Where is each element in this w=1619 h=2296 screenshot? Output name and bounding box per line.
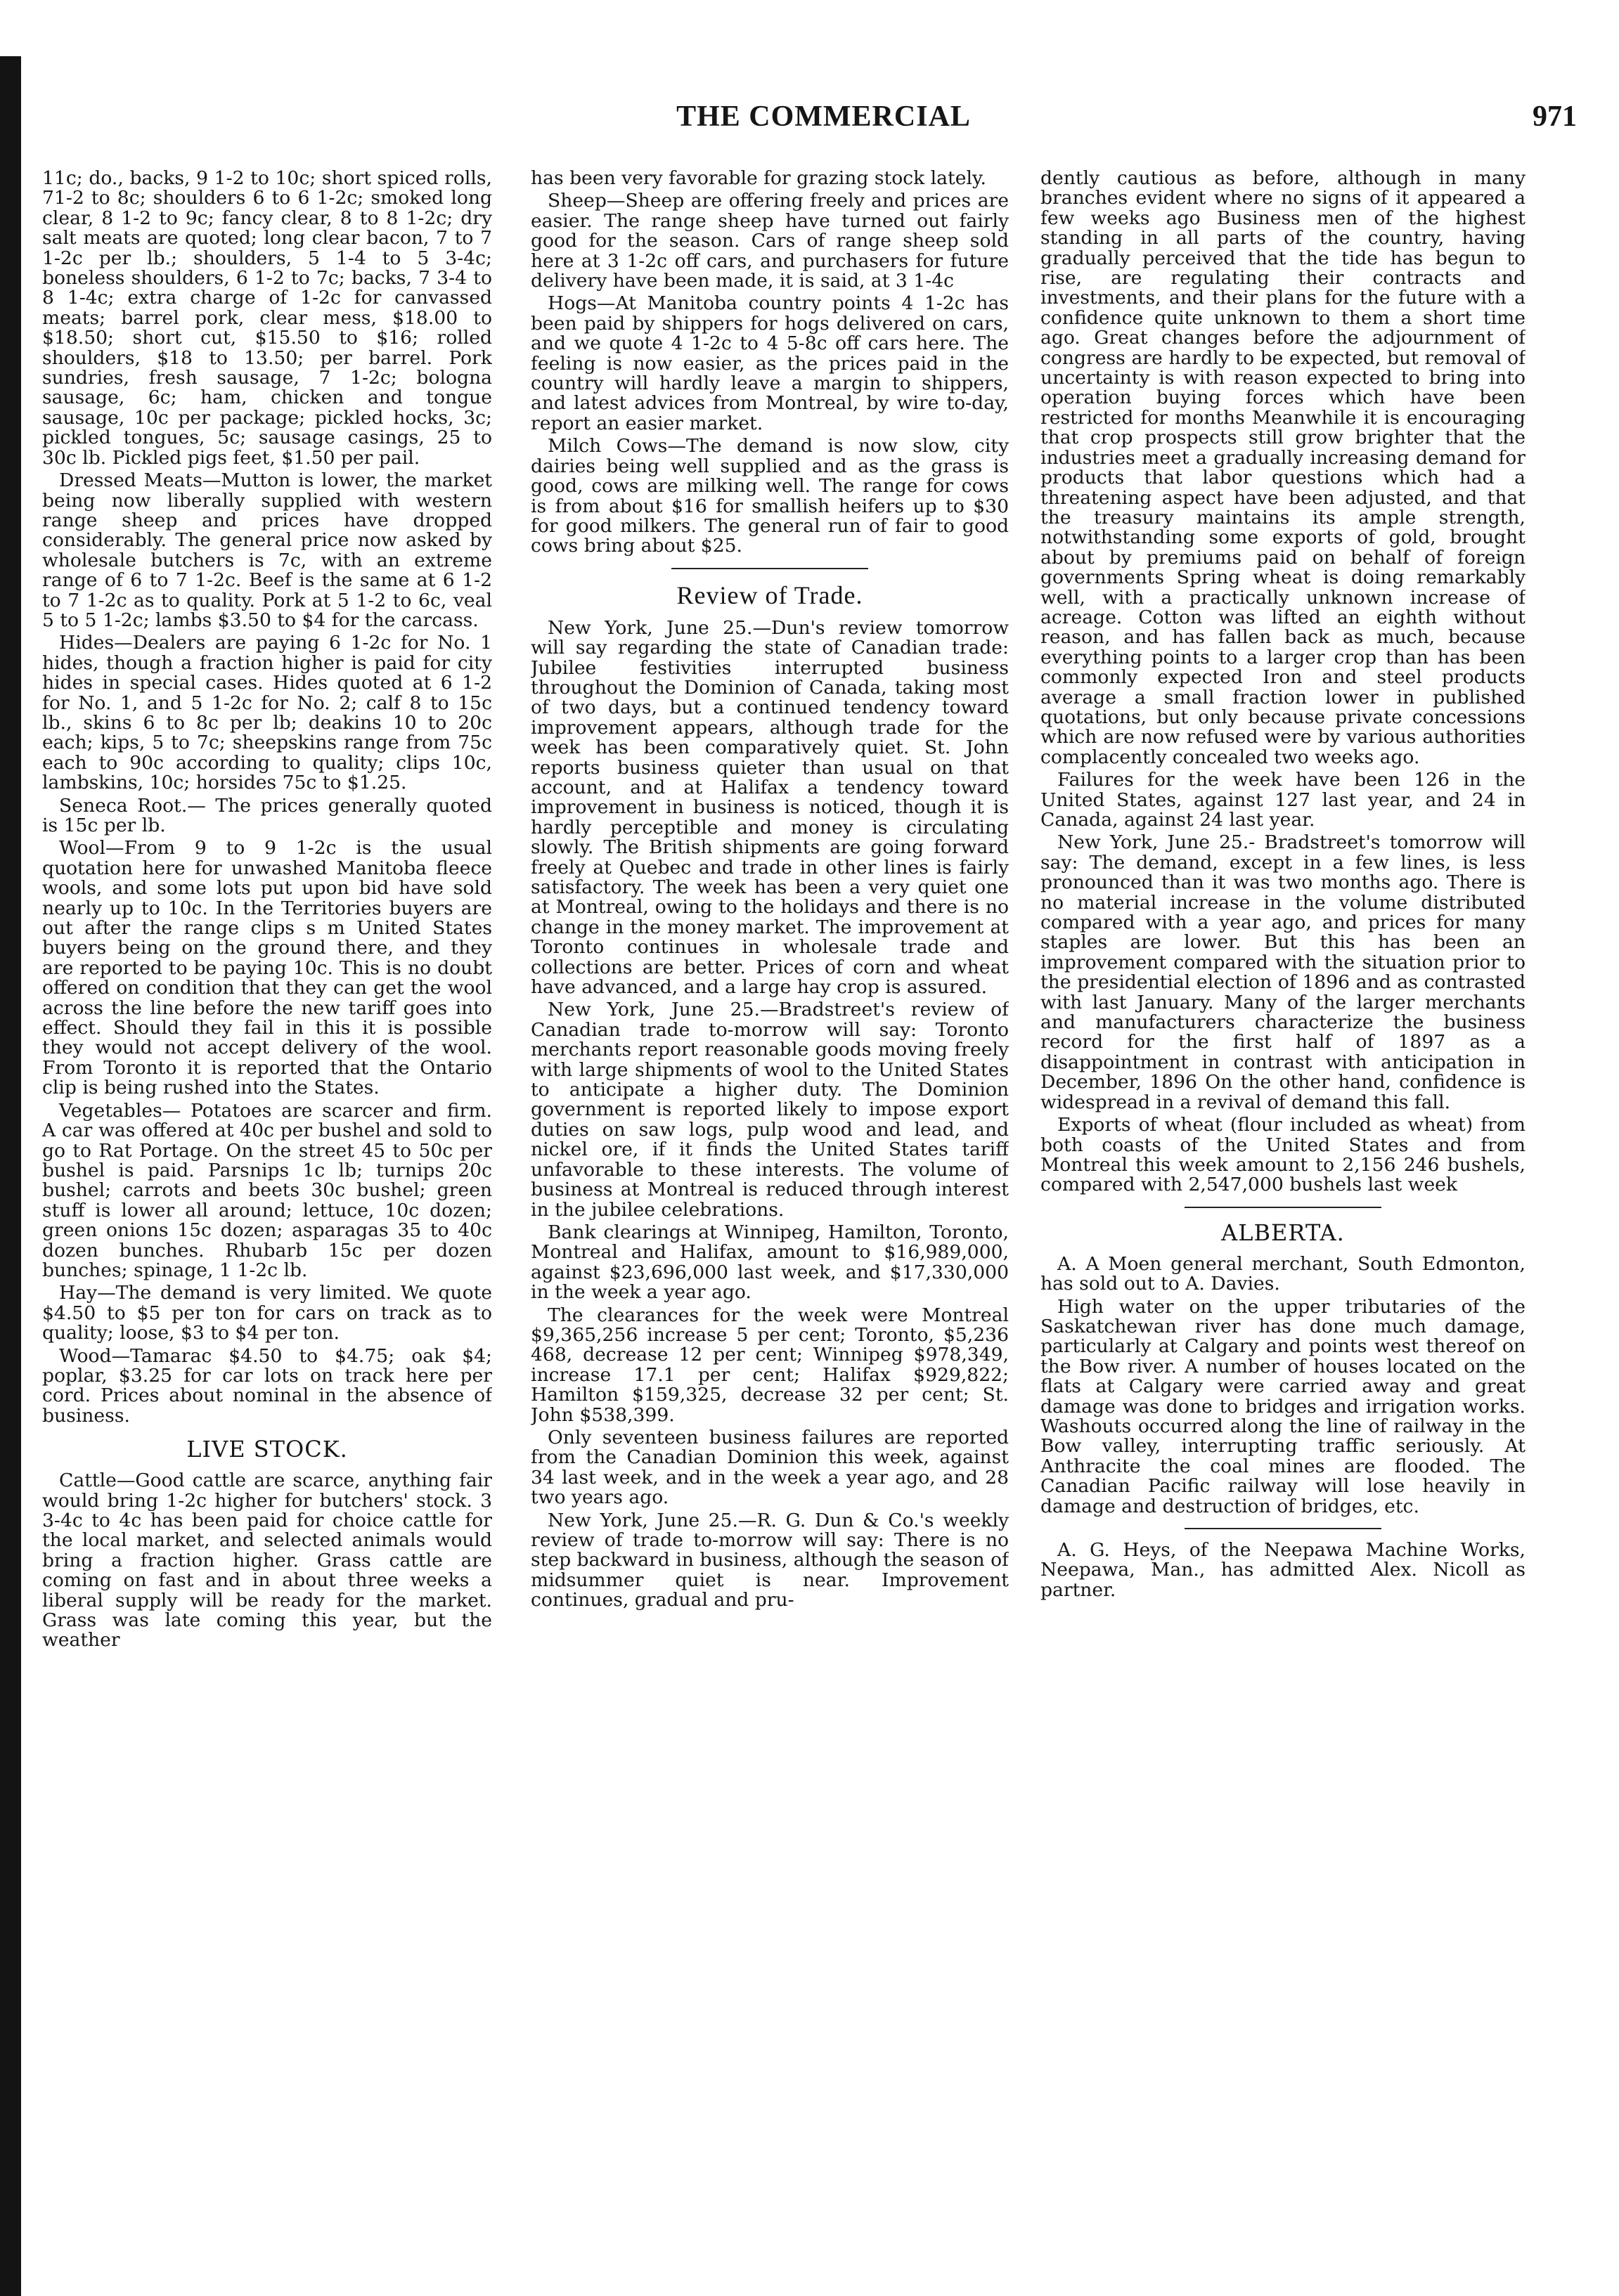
hogs-paragraph: Hogs—At Manitoba country points 4 1-2c has been paid by shippers for hogs delivered on cars, and we quote 4 1-2c to 4 5-8c off cars here. The feeling is now easier, as the prices paid in the country will hardly leave a margin to shippers, and latest advices from Montreal, by wire to-day, report an easier market. (531, 292, 1009, 434)
failures-week-paragraph: Failures for the week have been 126 in the United States, against 127 last year, and 24 in Canada, against 24 last year. (1040, 769, 1526, 831)
heys-paragraph: A. G. Heys, of the Neepawa Machine Works, Neepawa, Man., has admitted Alex. Nicoll as partner. (1040, 1539, 1526, 1601)
grazing-paragraph: has been very favorable for grazing stock lately. (531, 169, 986, 189)
section-divider (671, 568, 868, 569)
bank-clearings-paragraph: Bank clearings at Winnipeg, Hamilton, Toronto, Montreal and Halifax, amount to $16,989,000, against $23,696,000 last week, and $17,330,000 in the week a year ago. (531, 1221, 1009, 1304)
wood-paragraph: Wood—Tamarac $4.50 to $4.75; oak $4; poplar, $3.25 for car lots on track here per cord. Prices about nominal in the absence of business. (42, 1344, 492, 1427)
hay-paragraph: Hay—The demand is very limited. We quote $4.50 to $5 per ton for cars on track as to quality; loose, $3 to $4 per ton. (42, 1282, 492, 1344)
dun-review-paragraph: New York, June 25.—Dun's review tomorrow will say regarding the state of Canadian trade: Jubilee festivities interrupted business throughout the Dominion of Canada, taking most of two days, but a continued tendency toward improvement appears, although trade for the week has been comparatively quiet. St. John reports business quieter than usual on that account, and at Halifax a tendency toward improvement in business is noticed, though it is hardly perceptible and money is circulating slowly. The British shipments are going forward freely at Quebec and trade in other lines is fairly satisfactory. The week has been a very quiet one at Montreal, owing to the holidays and there is no change in the money market. The improvement at Toronto continues in wholesale trade and collections are better. Prices of corn and wheat have advanced, and a large hay crop is assured. (531, 616, 1009, 999)
page-number: 971 (1533, 100, 1577, 133)
column-1 (42, 169, 492, 2274)
sheep-paragraph: Sheep—Sheep are offering freely and prices are easier. The range sheep have turned out fairly good for the season. Cars of range sheep sold here at 3 1-2c off cars, and purchasers for future delivery have been made, it is said, at 3 1-4c (531, 190, 1009, 292)
business-outlook-paragraph: dently cautious as before, although in many branches evident where no signs of it appeared a few weeks ago Business men of the highest standing in all parts of the country, having gradually perceived that the tide has begun to rise, are regulating their contracts and investments, and their plans for the future with a confidence quite unknown to them a short time ago. Great changes before the adjournment of congress are hardly to be expected, but removal of uncertainty is with reason expected to bring into operation buying forces which have been restricted for months Meanwhile it is encouraging that crop prospects still grow brighter that the industries meet a gradually increasing demand for products that labor questions which had a threatening aspect have been adjusted, and that the treasury maintains its ample strength, notwithstanding some exports of gold, brought about by premiums paid on behalf of foreign governments Spring wheat is doing remarkably well, with a practically unknown increase of acreage. Cotton was lifted an eighth without reason, and has fallen back as much, because everything points to a larger crop than has been commonly expected Iron and steel products average a small fraction lower in published quotations, but only because private concessions which are now refused were by various authorities complacently concealed two weeks ago. (1040, 169, 1526, 768)
alberta-heading: ALBERTA. (1221, 1219, 1345, 1246)
cattle-paragraph: Cattle—Good cattle are scarce, anything fair would bring 1-2c higher for butchers' stock. 3 3-4c to 4c has been paid for choice cattle for the local market, and selected animals would bring a fraction higher. Grass cattle are coming on fast and in about three weeks a liberal supply will be ready for the market. Grass was late coming this year, but the weather (42, 1470, 492, 1652)
dun-weekly-paragraph: New York, June 25.—R. G. Dun & Co.'s weekly review of trade to-morrow will say: There is no step backward in business, although the season of midsummer quiet is near. Improvement continues, gradual and pru- (531, 1509, 1009, 1611)
vegetables-paragraph: Vegetables— Potatoes are scarcer and firm. A car was offered at 40c per bushel and sold to go to Rat Portage. On the street 45 to 50c per bushel is paid. Parsnips 1c lb; turnips 20c bushel; carrots and beets 30c bushel; green stuff is lower all around; lettuce, 10c dozen; green onions 15c dozen; asparagas 35 to 40c dozen bunches. Rhubarb 15c per dozen bunches; spinage, 1 1-2c lb. (42, 1099, 492, 1281)
page-title: THE COMMERCIAL (676, 100, 971, 133)
hides-paragraph: Hides—Dealers are paying 6 1-2c for No. 1 hides, though a fraction higher is paid for city hides in special cases. Hides quoted at 6 1-2 for No. 1, and 5 1-2c for No. 2; calf 8 to 15c lb., skins 6 to 8c per lb; deakins 10 to 20c each; kips, 5 to 7c; sheepskins range from 75c each to 90c according to quality; clips 10c, lambskins, 10c; horsides 75c to $1.25. (42, 632, 492, 794)
section-divider (1185, 1207, 1381, 1208)
review-of-trade-heading: Review of Trade. (676, 581, 863, 609)
provisions-paragraph: 11c; do., backs, 9 1-2 to 10c; short spiced rolls, 71-2 to 8c; shoulders 6 to 6 1-2c; smoked long clear, 8 1-2 to 9c; fancy clear, 8 to 8 1-2c; dry salt meats are quoted; long clear bacon, 7 to 7 1-2c per lb.; shoulders, 5 1-4 to 5 3-4c; boneless shoulders, 6 1-2 to 7c; backs, 7 3-4 to 8 1-4c; extra charge of 1-2c for canvassed meats; barrel pork, clear mess, $18.00 to $18.50; short cut, $15.50 to $16; rolled shoulders, $18 to 13.50; per barrel. Pork sundries, fresh sausage, 7 1-2c; bologna sausage, 6c; ham, chicken and tongue sausage, 10c per package; pickled hocks, 3c; pickled tongues, 5c; sausage casings, 25 to 30c lb. Pickled pigs feet, $1.50 per pail. (42, 169, 492, 469)
bradstreet-canada-paragraph: New York, June 25.—Bradstreet's review of Canadian trade to-morrow will say: Toronto merchants report reasonable goods moving freely with large shipments of wool to the United States to anticipate a higher duty. The Dominion government is reported likely to impose export duties on saw logs, pulp wood and lead, and nickel ore, if it finds the United States tariff unfavorable to these interests. The volume of business at Montreal is reduced through interest in the jubilee celebrations. (531, 999, 1009, 1221)
clearances-paragraph: The clearances for the week were Montreal $9,365,256 increase 5 per cent; Toronto, $5,236 468, decrease 12 per cent; Winnipeg $978,349, increase 17.1 per cent; Halifax $929,822; Hamilton $159,325, decrease 32 per cent; St. John $538,399. (531, 1304, 1009, 1426)
page-header (56, 100, 1591, 145)
seneca-root-paragraph: Seneca Root.— The prices generally quoted is 15c per lb. (42, 794, 492, 836)
column-2 (531, 169, 1009, 2274)
section-divider (1185, 1528, 1381, 1529)
failures-canada-paragraph: Only seventeen business failures are reported from the Canadian Dominion this week, against 34 last week, and in the week a year ago, and 28 two years ago. (531, 1426, 1009, 1509)
column-3 (1040, 169, 1526, 2274)
moen-paragraph: A. A Moen general merchant, South Edmonton, has sold out to A. Davies. (1040, 1252, 1526, 1295)
dressed-meats-paragraph: Dressed Meats—Mutton is lower, the market being now liberally supplied with western range sheep and prices have dropped considerably. The general price now asked by wholesale butchers is 7c, with an extreme range of 6 to 7 1-2c. Beef is the same at 6 1-2 to 7 1-2c as to quality. Pork at 5 1-2 to 6c, veal 5 to 5 1-2c; lambs $3.50 to $4 for the carcass. (42, 469, 492, 631)
high-water-paragraph: High water on the upper tributaries of the Saskatchewan river has done much damage, particularly at Calgary and points west thereof on the Bow river. A number of houses located on the flats at Calgary were carried away and great damage was done to bridges and irrigation works. Washouts occurred along the line of railway in the Bow valley, interrupting traffic seriously. At Anthracite the coal mines are flooded. The Canadian Pacific railway will lose heavily in damage and destruction of bridges, etc. (1040, 1295, 1526, 1517)
wheat-exports-paragraph: Exports of wheat (flour included as wheat) from both coasts of the United States and from Montreal this week amount to 2,156 246 bushels, compared with 2,547,000 bushels last week (1040, 1114, 1526, 1196)
milch-cows-paragraph: Milch Cows—The demand is now slow, city dairies being well supplied and as the grass is good, cows are milking well. The range for cows is from about $16 for smallish heifers up to $30 for good milkers. The general run of fair to good cows bring about $25. (531, 435, 1009, 557)
wool-paragraph: Wool—From 9 to 9 1-2c is the usual quotation here for unwashed Manitoba fleece wools, and some lots put upon bid have sold nearly up to 10c. In the Territories buyers are out after the range clips s m United States buyers being on the ground there, and they are reported to be paying 10c. This is no doubt offered on condition that they can get the wool across the line before the new tariff goes into effect. Should they fail in this it is possible they would not accept delivery of the wool. From Toronto it is reported that the Ontario clip is being rushed into the States. (42, 837, 492, 1099)
binding-edge (0, 56, 21, 2296)
bradstreet-demand-paragraph: New York, June 25.- Bradstreet's tomorrow will say: The demand, except in a few lines, is less pronounced than it was two months ago. There is no material increase in the volume distributed compared with a year ago, and prices for many staples are lower. But this has been an improvement compared with the situation prior to the presidential election of 1896 and as contrasted with last January. Many of the larger merchants and manufacturers characterize the business record for the first half of 1897 as a disappointment in contrast with anticipation in December, 1896 On the other hand, confidence is widespread in a revival of demand this fall. (1040, 831, 1526, 1113)
livestock-heading: LIVE STOCK. (186, 1436, 348, 1463)
